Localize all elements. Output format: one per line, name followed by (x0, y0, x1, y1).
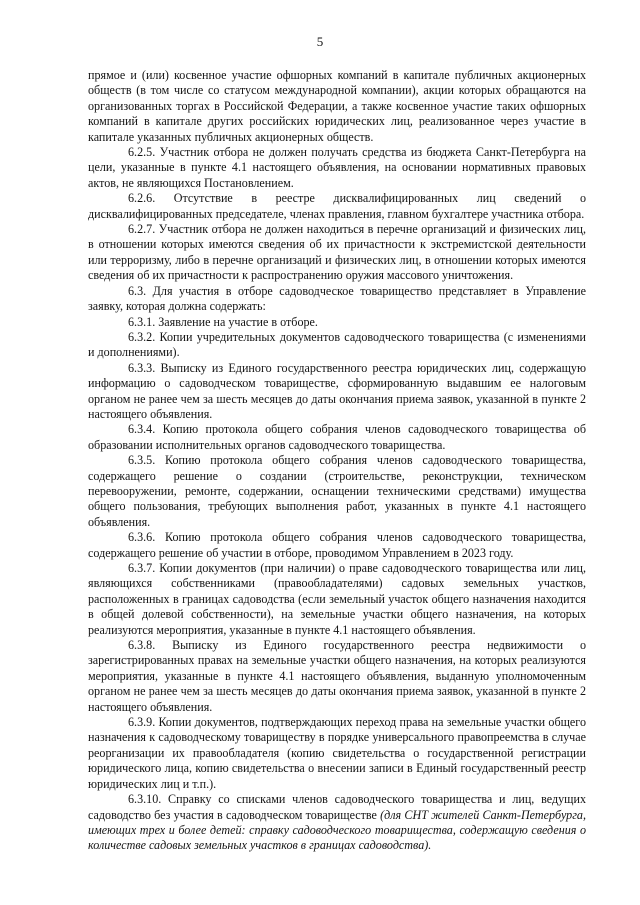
document-body (88, 68, 586, 854)
paragraph-6-3-7: 6.3.7. Копии документов (при наличии) о праве садоводческого товарищества или лиц, являющихся собственниками (правообладателями) садовых земельных участков, расположенных в границах садоводства (если земельный участок общего назначения находится в общей долевой собственности), на земельные участки общего назначения, на которых реализуются мероприятия, указанные в пункте 4.1 настоящего объявления. (88, 561, 586, 637)
paragraph-6-3: 6.3. Для участия в отборе садоводческое товарищество представляет в Управление заявку, которая должна содержать: (88, 283, 586, 314)
paragraph-6-3-10 (88, 792, 586, 854)
paragraph-6-3-9: 6.3.9. Копии документов, подтверждающих переход права на земельные участки общего назначения к садоводческому товариществу в порядке универсального правопреемства в случае реорганизации их правообладателя (копию свидетельства о государственной регистрации юридического лица, копию свидетельства о внесении записи в Единый государственный реестр юридических лиц и т.п.). (88, 715, 586, 791)
paragraph-6-2-5: 6.2.5. Участник отбора не должен получать средства из бюджета Санкт-Петербурга на цели, указанные в пункте 4.1 настоящего объявления, на основании нормативных правовых актов, не являющихся Постановлением. (88, 145, 586, 190)
paragraph-6-3-3: 6.3.3. Выписку из Единого государственного реестра юридических лиц, содержащую информацию о садоводческом товариществе, сформированную выдавшим ее налоговым органом не ранее чем за шесть месяцев до даты окончания приема заявок, указанной в пункте 2 настоящего объявления. (88, 360, 586, 421)
paragraph-offshore-continuation: прямое и (или) косвенное участие офшорных компаний в капитале публичных акционерных обществ (в том числе со статусом международной компании), акции которых обращаются на организованных торгах в Российской Федерации, а также косвенное участие таких офшорных компаний в капитале других российских юридических лиц, реализованное через участие в капитале указанных публичных акционерных обществ. (88, 68, 586, 144)
paragraph-6-3-1: 6.3.1. Заявление на участие в отборе. (128, 314, 318, 329)
paragraph-6-2-7: 6.2.7. Участник отбора не должен находиться в перечне организаций и физических лиц, в отношении которых имеются сведения об их причастности к экстремистской деятельности или терроризму, либо в перечне организаций и физических лиц, в отношении которых имеются сведения об их причастности к распространению оружия массового уничтожения. (88, 222, 586, 283)
paragraph-6-3-8: 6.3.8. Выписку из Единого государственного реестра недвижимости о зарегистрированных правах на земельные участки общего назначения, на которых реализуются мероприятия, указанные в пункте 4.1 настоящего объявления, выданную уполномоченным органом не ранее чем за шесть месяцев до даты окончания приема заявок, указанной в пункте 2 настоящего объявления. (88, 638, 586, 714)
paragraph-6-3-6: 6.3.6. Копию протокола общего собрания членов садоводческого товарищества, содержащего решение об участии в отборе, проводимом Управлением в 2023 году. (88, 530, 586, 560)
paragraph-6-3-4: 6.3.4. Копию протокола общего собрания членов садоводческого товарищества об образовании исполнительных органов садоводческого товарищества. (88, 422, 586, 452)
paragraph-6-3-10-italic-note: (для СНТ жителей Санкт-Петербурга, имеющих трех и более детей: справку садоводческого товарищества, содержащую сведения о количестве садовых земельных участков в границах садоводства). (88, 807, 586, 853)
paragraph-6-3-2: 6.3.2. Копии учредительных документов садоводческого товарищества (с изменениями и дополнениями). (88, 329, 586, 360)
paragraph-6-3-10-text: 6.3.10. Справку со списками членов садоводческого товарищества и лиц, ведущих садоводство без участия в садоводческом товариществе (88, 792, 586, 822)
page-number: 5 (316, 34, 324, 49)
paragraph-6-3-5: 6.3.5. Копию протокола общего собрания членов садоводческого товарищества, содержащего решение о создании (строительстве, реконструкции, техническом перевооружении, ремонте, содержании, оснащении техническими средствами) имущества общего пользования, требующих выполнения работ, указанных в пункте 4.1 настоящего объявления. (88, 453, 586, 529)
paragraph-6-2-6: 6.2.6. Отсутствие в реестре дисквалифицированных лиц сведений о дисквалифицированных председателе, членах правления, главном бухгалтере участника отбора. (88, 191, 586, 221)
